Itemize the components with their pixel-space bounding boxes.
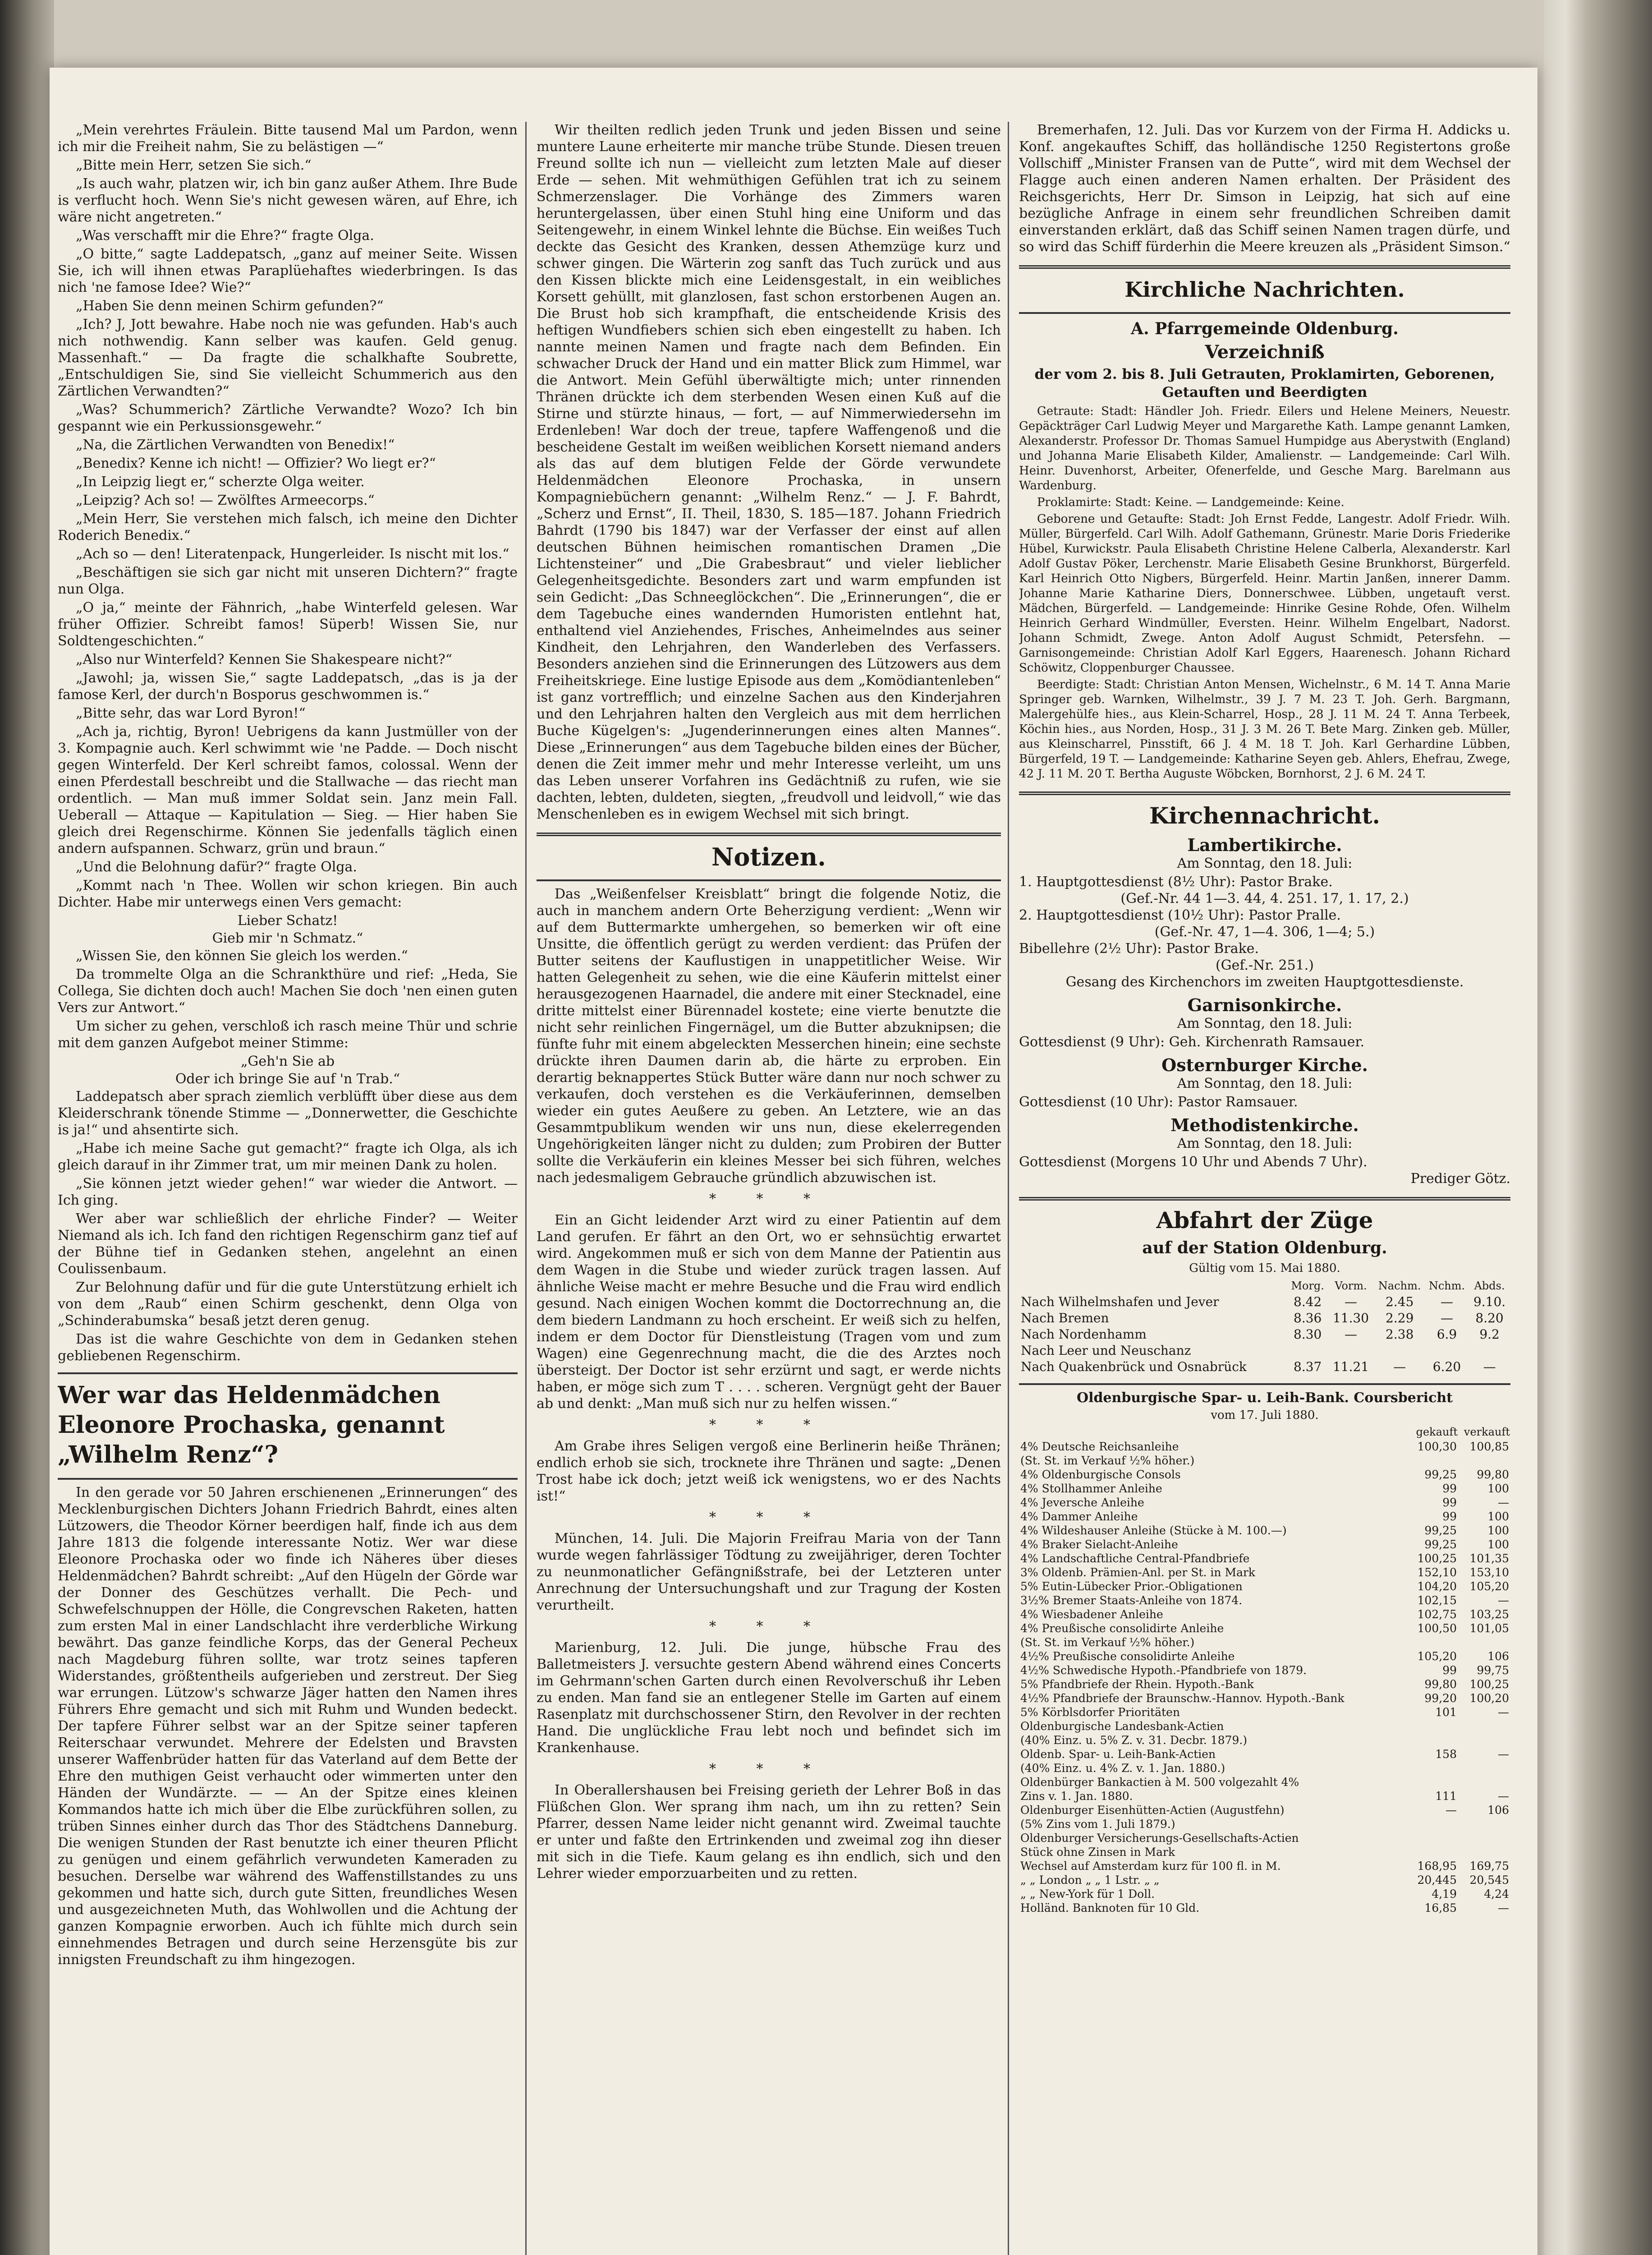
security-price [1458, 1635, 1510, 1649]
born-list: Geborene und Getaufte: Stadt: Joh Ernst Fedde, Langestr. Adolf Friedr. Wilh. Müller, Bürgerfeld. Carl Wilh. Adolf Gathemann, Grünestr. Marie Doris Friederike Hübel, Kurwickstr. Paula Elisabeth Christine Helene Calberla, Alexanderstr. Karl Adolf Gustav Pöker, Lerchenstr. Marie Elisabeth Gesine Brunkhorst, Bürgerfeld. Karl Heinrich Otto Nigbers, Bürgerfeld. Heinr. Martin Janßen, innerer Damm. Johanne Marie Katharine Diers, Donnerschwee. Lübben, ungetauft verst. Mädchen, Bürgerfeld. — Landgemeinde: Hinrike Gesine Rohde, Ofen. Wilhelm Heinrich Gerhard Windmüller, Eversten. Heinr. Wilhelm Engelbart, Nadorst. Johann Schmidt, Zwege. Anton Adolf August Schmidt, Petersfehn. — Garnisongemeinde: Christian Adolf Karl Eggers, Haarenesch. Johann Richard Schöwitz, Cloppenburger Chaussee. [1019, 512, 1510, 675]
train-destination: Nach Bremen [1021, 1311, 1109, 1325]
security-price: 99 [1442, 1664, 1457, 1677]
train-time: 11.21 [1332, 1359, 1369, 1374]
security-price: 99,25 [1424, 1538, 1457, 1551]
security-price: 106 [1487, 1650, 1509, 1663]
story-paragraph: Um sicher zu gehen, verschloß ich rasch meine Thür und schrie mit dem ganzen Aufgebot meiner Stimme: [58, 1018, 518, 1051]
note-paragraph: Marienburg, 12. Juli. Die junge, hübsche Frau des Balletmeisters J. versuchte gestern Abend während eines Concerts im Gehrmann'schen Garten durch einen Revolverschuß ihr Leben zu enden. Man fand sie an entlegener Stelle im Garten auf einem Rasenplatz mit durchschossener Stirn, den Revolver in der rechten Hand. Die unglückliche Frau lebt noch und befindet sich im Krankenhause. [537, 1640, 1001, 1756]
train-time: 9.10. [1473, 1294, 1506, 1309]
divider [58, 1372, 518, 1374]
train-column-header: Vorm. [1335, 1279, 1367, 1292]
article-paragraph: In den gerade vor 50 Jahren erschienenen „Erinnerungen“ des Mecklenburgischen Dichters Johann Friedrich Bahrdt, eines alten Lützowers, die Theodor Körner beerdigen half, finde ich aus dem Jahre 1813 die folgende interessante Notiz. Wer war diese Eleonore Prochaska oder wo finde ich Näheres über dieses Heldenmädchen? Bahrdt schreibt: „Auf den Hügeln der Görde war der Donner des Geschützes verhallt. Die Pech- und Schwefelschnuppen der Hölle, die Congrevschen Raketen, hatten zum ersten Mal in einer Landschlacht ihre verderbliche Wirkung bewährt. Das ganze feindliche Korps, das der General Pecheux nach Magdeburg führen sollte, war trotz seines tapferen Widerstandes, größtentheils aufgerieben und zerstreut. Der Sieg war errungen. Lützow's schwarze Jäger hatten den Namen ihres Führers Ehre gemacht und sich mit Ruhm und Wunden bedeckt. Der tapfere Führer selbst war an der Spitze seiner tapferen Reiterschaar verwundet. Mehrere der Edelsten und Bravsten unserer Waffenbrüder hatten für das Vaterland auf dem Bette der Ehre den muthigen Geist verhaucht oder wimmerten unter den Händen der Wundärzte. — — An der Spitze eines kleinen Kommandos hatte ich mich über die Elbe zurückführen sollen, zu trüben Sinnes einher durch das Thor des Städtchens Danneburg. Die wenigen Stunden der Rast benutzte ich einer theuren Pflicht zu genügen und einem gefährlich verwundeten Kameraden zu besuchen. Derselbe war während des Waffenstillstandes zu uns gekommen und hatte sich, durch gute Sitten, freundliches Wesen und ausgezeichneten Muth, das Wohlwollen und die Achtung der ganzen Kompagnie erworben. Auch ich fühlte mich durch sein einnehmendes Betragen und durch seine Herzensgüte bis zur innigsten Freundschaft zu ihm hingezogen. [58, 1485, 518, 1968]
security-price: 100,50 [1417, 1622, 1457, 1635]
security-name: Oldenburger Versicherungs-Gesellschafts-Actien [1020, 1832, 1299, 1845]
story-paragraph: „Ich? J, Jott bewahre. Habe noch nie was gefunden. Hab's auch nich nothwendig. Kann selber was kaufen. Geld genug. Massenhaft.“ — Da fragte die schalkhafte Soubrette, „Entschuldigen Sie, sind Sie vielleicht Schummerich aus den Zärtlichen Verwandten?“ [58, 317, 518, 399]
story-paragraph: „Was verschafft mir die Ehre?“ fragte Olga. [76, 228, 374, 244]
column-2 [537, 122, 1001, 2255]
security-price [1458, 1775, 1510, 1789]
train-destination: Nach Wilhelmshafen und Jever [1021, 1294, 1219, 1309]
verse-line: Oder ich bringe Sie auf 'n Trab.“ [175, 1071, 400, 1087]
train-time [1288, 1343, 1327, 1359]
exchange-row [1019, 1845, 1510, 1859]
train-time: — [1483, 1359, 1496, 1374]
story-paragraph: „Sie können jetzt wieder gehen!“ war wieder die Antwort. — Ich ging. [58, 1176, 518, 1208]
exchange-row [1019, 1747, 1510, 1761]
exchange-row [1019, 1831, 1510, 1845]
security-name: 4% Dammer Anleihe [1020, 1510, 1138, 1523]
exchange-row [1019, 1803, 1510, 1817]
security-price [1406, 1719, 1458, 1733]
divider [1019, 1197, 1510, 1201]
exchange-column-header: gekauft [1416, 1426, 1458, 1438]
exchange-row [1019, 1901, 1510, 1915]
star-separator: * * * [709, 1619, 829, 1634]
train-time: 2.45 [1386, 1294, 1414, 1309]
exchange-row [1019, 1454, 1510, 1468]
exchange-row [1019, 1482, 1510, 1496]
security-price [1458, 1817, 1510, 1831]
security-price [1458, 1761, 1510, 1775]
security-price: 99,75 [1477, 1664, 1509, 1677]
security-name: 4% Stollhammer Anleihe [1020, 1482, 1162, 1495]
exchange-row [1019, 1733, 1510, 1747]
exchange-row [1019, 1691, 1510, 1705]
trains-title: Abfahrt der Züge [1156, 1207, 1373, 1233]
train-time: — [1345, 1327, 1358, 1342]
security-price: 100,85 [1469, 1440, 1509, 1453]
note-paragraph: Das „Weißenfelser Kreisblatt“ bringt die folgende Notiz, die auch in manchem andern Orte Beherzigung verdient: „Wenn wir auf dem Buttermarkte umhergehen, so bemerken wir oft eine Unsitte, die öffentlich gerügt zu werden verdient: das Prüfen der Butter seitens der Kauflustigen in unappetitlicher Weise. Wir hatten Gelegenheit zu sehen, wie die eine Käuferin mittelst einer herausgezogenen Haarnadel, die andere mit einer Stecknadel, eine dritte mittelst einer Bürennadel kostete; eine vierte benutzte die nicht sehr reinlichen Fingernägel, um die Butter abzuknipsen; die fünfte fuhr mit einem abgeleckten Messerchen hinein; eine sechste drückte ihren Daumen darin ab, die härte zu erproben. Ein derartig beknappertes Stück Butter wäre dann nur noch schwer zu verkaufen, doch verstehen es die Verkäuferinnen, demselben wieder ein gutes Aeußere zu geben. An Letztere, wie an das Gesammtpublikum wenden wir uns nun, diese ekelerregenden Ungehörigkeiten länger nicht zu dulden; zum Probiren der Butter sollte die Verkäuferin ein kleines Messer bei sich führen, welches nach jedesmaligem Gebrauche gründlich abzuwischen ist. [537, 886, 1001, 1186]
security-price: 99 [1442, 1496, 1457, 1509]
train-time: — [1440, 1311, 1453, 1325]
train-destination: Nach Nordenhamm [1021, 1327, 1147, 1342]
methodist-date: Am Sonntag, den 18. Juli: [1177, 1136, 1353, 1151]
train-row [1019, 1326, 1510, 1343]
train-column-header: Nachm. [1378, 1279, 1421, 1292]
exchange-row [1019, 1593, 1510, 1607]
osternburg-date: Am Sonntag, den 18. Juli: [1177, 1076, 1353, 1091]
trains-valid: Gültig vom 15. Mai 1880. [1189, 1261, 1340, 1275]
story-paragraph: Zur Belohnung dafür und für die gute Unterstützung erhielt ich von dem „Raub“ einen Schirm geschenkt, denn Olga von „Schinderabumska“ besaß jetzt deren genug. [58, 1279, 518, 1329]
methodist-preacher: Prediger Götz. [1410, 1171, 1510, 1187]
exchange-row [1019, 1621, 1510, 1635]
security-price: — [1498, 1706, 1509, 1719]
story-paragraph: „Ach so — den! Literatenpack, Hungerleider. Is nischt mit los.“ [76, 546, 509, 562]
exchange-row [1019, 1817, 1510, 1831]
article-paragraph: Wir theilten redlich jeden Trunk und jeden Bissen und seine muntere Laune erheiterte mir manche trübe Stunde. Diesen treuen Freund sollte ich nun — vielleicht zum letzten Male auf dieser Erde — sehen. Mit wehmüthigen Gefühlen trat ich zu seinem Schmerzenslager. Die Vorhänge des Zimmers waren heruntergelassen, über einen Stuhl hing eine Uniform und das Seitengewehr, in einem Winkel lehnte die Büchse. Ein weißes Tuch deckte das Gesicht des Kranken, dessen Athemzüge kurz und schwer gingen. Die Wärterin zog sanft das Tuch zurück und aus den Kissen blickte mich eine Leidensgestalt, in ein weibliches Korsett gehüllt, mit glanzlosen, fast schon erstorbenen Augen an. Die Brust hob sich krampfhaft, die entscheidende Krisis des heftigen Wundfiebers schien sich eben eingestellt zu haben. Ich nannte meinen Namen und fragte nach dem Befinden. Ein schwacher Druck der Hand und ein matter Blick zum Himmel, war die Antwort. Mein Gefühl überwältigte mich; unter rinnenden Thränen drückte ich dem sterbenden Wesen einen Kuß auf die Stirne und stürzte hinaus, — fort, — auf Nimmerwiedersehn im Erdenleben! War doch der treue, tapfere Waffengenoß und die bescheidene Gestalt im weißen weiblichen Korsett niemand anders als das auf dem blutigen Felde der Görde verwundete Heldenmädchen Eleonore Prochaska, in unsern Kompagniebüchern genannt: „Wilhelm Renz.“ — J. F. Bahrdt, „Scherz und Ernst“, II. Theil, 1830, S. 185—187. Johann Friedrich Bahrdt (1790 bis 1847) war der Verfasser der einst auf allen deutschen Bühnen heimischen romantischen Dramen „Die Lichtensteiner“ und „Die Grabesbraut“ und vieler lieblicher Gelegenheitsgedichte. Besonders zart und warm empfunden ist sein Gedicht: „Das Schneeglöckchen“. Die „Erinnerungen“, die er dem Tagebuche eines wandernden Humoristen entlehnt hat, enthaltend viel Anziehendes, Frisches, Anheimelndes aus seiner Kindheit, den Lehrjahren, den Wanderleben des Verfassers. Besonders anziehen sind die Erinnerungen des Lützowers aus dem Freiheitskriege. Eine lustige Episode aus dem „Komödiantenleben“ ist ganz vortrefflich; und einzelne Sachen aus den Kinderjahren und den Lehrjahren halten den Vergleich aus mit dem herrlichen Buche Kügelgen's: „Jugenderinnerungen eines alten Mannes“. Diese „Erinnerungen“ aus dem Tagebuche bilden eines der Bücher, denen die Zeit immer mehr und mehr Interesse verleiht, um uns das Leben unserer Vorfahren ins Gedächtniß zu rufen, wie sie dachten, lebten, duldeten, siegten, „freudvoll und leidvoll,“ wie das Menschenleben es in ewigem Wechsel mit sich bringt. [537, 122, 1001, 822]
story-paragraph: „Bitte sehr, das war Lord Byron!“ [76, 705, 306, 721]
security-price: 111 [1435, 1790, 1457, 1803]
security-name: Holländ. Banknoten für 10 Gld. [1020, 1901, 1200, 1914]
garnison-service: Gottesdienst (9 Uhr): Geh. Kirchenrath Ramsauer. [1019, 1034, 1365, 1050]
train-destination: Nach Quakenbrück und Osnabrück [1021, 1359, 1247, 1374]
security-price [1406, 1831, 1458, 1845]
security-price [1406, 1635, 1458, 1649]
methodist-service: Gottesdienst (Morgens 10 Uhr und Abends 7 Uhr). [1019, 1154, 1367, 1170]
security-name: 4% Oldenburgische Consols [1020, 1468, 1181, 1481]
security-price [1458, 1454, 1510, 1468]
security-name: (St. St. im Verkauf ½% höher.) [1020, 1636, 1195, 1649]
security-name: „ „ London „ „ 1 Lstr. „ „ [1020, 1873, 1160, 1887]
security-price: 4,19 [1432, 1887, 1457, 1901]
exchange-row [1019, 1509, 1510, 1523]
buried-list: Beerdigte: Stadt: Christian Anton Mensen, Wichelnstr., 6 M. 14 T. Anna Marie Springer geb. Warnken, Wilhelmstr., 39 J. 7 M. 23 T. Joh. Gerh. Bargmann, Malergehülfe hies., aus Klein-Scharrel, Hosp., 28 J. 11 M. 24 T. Anna Terbeek, Köchin hies., aus Norden, Hosp., 31 J. 3 M. 26 T. Bete Marg. Zinken geb. Müller, aus Kleinscharrel, Pinsstift, 66 J. 4 M. 18 T. Joh. Karl Gerhardine Lübben, Bürgerfeld, 19 T. — Landgemeinde: Katharine Seyen geb. Ahlers, Ehefrau, Zwege, 42 J. 11 M. 20 T. Bertha Auguste Wöbcken, Bornhorst, 2 J. 6 M. 24 T. [1019, 678, 1510, 781]
story-paragraph: „Is auch wahr, platzen wir, ich bin ganz außer Athem. Ihre Bude is verflucht hoch. Wenn Sie's nicht gewesen wären, auf Ehre, ich wäre nicht angetreten.“ [58, 176, 518, 225]
train-row [1019, 1310, 1510, 1326]
exchange-row [1019, 1468, 1510, 1482]
security-price: — [1498, 1594, 1509, 1607]
divider [537, 879, 1001, 881]
security-name: (40% Einz. u. 4% Z. v. 1. Jan. 1880.) [1020, 1762, 1225, 1775]
exchange-row [1019, 1635, 1510, 1649]
story-paragraph: „Jawohl; ja, wissen Sie,“ sagte Laddepatsch, „das is ja der famose Kerl, der durch'n Bosporus geschwommen is.“ [58, 670, 518, 703]
exchange-date: vom 17. Juli 1880. [1211, 1408, 1319, 1422]
train-time: 6.20 [1432, 1359, 1461, 1374]
train-time: — [1440, 1294, 1453, 1309]
train-row [1019, 1359, 1510, 1375]
security-name: „ „ New-York für 1 Doll. [1020, 1887, 1155, 1901]
story-paragraph: „Und die Belohnung dafür?“ fragte Olga. [76, 859, 357, 875]
married-list: Getraute: Stadt: Händler Joh. Friedr. Eilers und Helene Meiners, Neuestr. Gepäckträger Carl Ludwig Meyer und Margarethe Kath. Lampe genannt Lamken, Alexanderstr. Professor Dr. Thomas Samuel Humpidge aus Aberystwith (England) und Johanna Marie Elisabeth Kilder, Amalienstr. — Landgemeinde: Carl Wilh. Heinr. Duvenhorst, Arbeiter, Ofenerfelde, und Gesche Marg. Barelmann aus Wardenburg. [1019, 405, 1510, 492]
train-time: 8.42 [1294, 1294, 1322, 1309]
security-name: 3½% Bremer Staats-Anleihe von 1874. [1020, 1594, 1243, 1607]
story-paragraph: „Was? Schummerich? Zärtliche Verwandte? Wozo? Ich bin gespannt wie ein Perkussionsgewehr.“ [58, 402, 518, 434]
bremerhaven-note: Bremerhafen, 12. Juli. Das vor Kurzem von der Firma H. Addicks u. Konf. angekauftes Schiff, das holländische 1250 Registertons große Vollschiff „Minister Fransen van de Putte“, wird mit dem Wechsel der Flagge auch einen anderen Namen erhalten. Der Präsident des Reichsgerichts, Herr Dr. Simson in Leipzig, hat sich auf eine bezügliche Anfrage in einem sehr freundlichen Schreiben damit einverstanden erklärt, daß das Schiff seinen Namen tragen dürfe, und so wird das Schiff fürderhin die Meere kreuzen als „Präsident Simson.“ [1019, 122, 1510, 255]
star-separator: * * * [709, 1761, 829, 1777]
security-price [1458, 1845, 1510, 1859]
exchange-row [1019, 1719, 1510, 1733]
exchange-row [1019, 1775, 1510, 1789]
security-price: 105,20 [1469, 1580, 1509, 1593]
security-name: 4½% Pfandbriefe der Braunschw.-Hannov. Hypoth.-Bank [1020, 1692, 1345, 1705]
scanner-left-edge [0, 0, 54, 2255]
divider [1019, 312, 1510, 314]
note-paragraph: München, 14. Juli. Die Majorin Freifrau Maria von der Tann wurde wegen fahrlässiger Tödtung zu zweijähriger, deren Tochter zu neunmonatlicher Gefängnißstrafe, bei der Letzteren unter Anrechnung der Untersuchungshaft und zur Tragung der Kosten verurtheilt. [537, 1531, 1001, 1613]
verse-line: Gieb mir 'n Schmatz.“ [212, 930, 363, 946]
security-name: (St. St. im Verkauf ½% höher.) [1020, 1454, 1195, 1467]
story-paragraph: Wer aber war schließlich der ehrliche Finder? — Weiter Niemand als ich. Ich fand den richtigen Regenschirm ganz tief auf der Bühne tief in Gedanken stehen, angelehnt an einen Coulissenbaum. [58, 1211, 518, 1277]
security-price: 106 [1487, 1804, 1509, 1817]
story-paragraph: „In Leipzig liegt er,“ scherzte Olga weiter. [76, 474, 365, 490]
train-time: — [1345, 1294, 1358, 1309]
church-service-title: Kirchennachricht. [1149, 802, 1380, 829]
osternburg-title: Osternburger Kirche. [1161, 1055, 1368, 1075]
article-title: Wer war das Heldenmädchen Eleonore Prochaska, genannt „Wilhelm Renz“? [58, 1381, 445, 1468]
security-name: 4% Preußische consolidirte Anleihe [1020, 1622, 1224, 1635]
security-name: 4% Braker Sielacht-Anleihe [1020, 1538, 1178, 1551]
garnison-title: Garnisonkirche. [1187, 995, 1342, 1015]
security-price: 20,445 [1417, 1873, 1457, 1887]
exchange-row [1019, 1663, 1510, 1677]
security-name: 4½% Preußische consolidirte Anleihe [1020, 1650, 1235, 1663]
security-price: 99,25 [1424, 1524, 1457, 1537]
security-price: 102,75 [1417, 1608, 1457, 1621]
train-time: 8.37 [1294, 1359, 1322, 1374]
train-time: 6.9 [1436, 1327, 1457, 1342]
security-price: 101 [1435, 1706, 1457, 1719]
note-paragraph: Ein an Gicht leidender Arzt wird zu einer Patientin auf dem Land gerufen. Er fährt an den Ort, wo er sehnsüchtig erwartet wird. Angekommen muß er sich von dem Manne der Patientin aus dem Wagen in die Stube und wieder zurück tragen lassen. Auf ähnliche Weise macht er mehre Besuche und die Frau wird endlich gesund. Nach einigen Wochen kommt die Doctorrechnung an, die dem biedern Landmann zu hoch erscheint. Er weiß sich zu helfen, indem er dem Doctor für Dienstleistung (Tragen vom und zum Wagen) eine Gegenrechnung macht, die die des Arztes noch übersteigt. Der Doctor ist sehr erzürnt und sagt, er werde nichts haben, er möge sich zum T . . . . scheren. Vergnügt geht der Bauer ab und denkt: „Man muß sich nur zu helfen wissen.“ [537, 1212, 1001, 1412]
security-price: — [1446, 1804, 1457, 1817]
security-name: Oldenburgische Landesbank-Actien [1020, 1720, 1224, 1733]
newspaper-page [50, 68, 1537, 2255]
security-name: Oldenbürger Bankactien à M. 500 volgezahlt 4% [1020, 1776, 1299, 1789]
register-title: Verzeichniß [1205, 341, 1325, 363]
divider [1019, 792, 1510, 795]
security-name: 5% Eutin-Lübecker Prior.-Obligationen [1020, 1580, 1243, 1593]
security-price: — [1498, 1496, 1509, 1509]
exchange-row [1019, 1440, 1510, 1454]
security-name: Oldenb. Spar- u. Leih-Bank-Actien [1020, 1748, 1216, 1761]
security-price [1406, 1733, 1458, 1747]
exchange-row [1019, 1705, 1510, 1719]
security-name: 4½% Schwedische Hypoth.-Pfandbriefe von 1879. [1020, 1664, 1307, 1677]
notes-title: Notizen. [711, 842, 826, 871]
methodist-title: Methodistenkirche. [1170, 1115, 1359, 1135]
security-price [1406, 1775, 1458, 1789]
osternburg-service: Gottesdienst (10 Uhr): Pastor Ramsauer. [1019, 1094, 1298, 1110]
train-time [1425, 1343, 1468, 1359]
divider [1019, 265, 1510, 269]
service-line: Bibellehre (2½ Uhr): Pastor Brake. [1019, 941, 1259, 957]
security-price: 100,20 [1469, 1692, 1509, 1705]
security-name: 4% Wiesbadener Anleihe [1020, 1608, 1163, 1621]
security-name: 4% Jeversche Anleihe [1020, 1496, 1144, 1509]
service-line: 1. Hauptgottesdienst (8½ Uhr): Pastor Brake. [1019, 874, 1333, 890]
train-time [1327, 1343, 1374, 1359]
train-time: — [1393, 1359, 1406, 1374]
story-paragraph: „O bitte,“ sagte Laddepatsch, „ganz auf meiner Seite. Wissen Sie, ich will ihnen etwas Paraplüehaftes wiederbringen. Is das nich 'ne famose Idee? Wie?“ [58, 246, 518, 295]
exchange-row [1019, 1887, 1510, 1901]
exchange-row [1019, 1551, 1510, 1565]
story-paragraph: „Bitte mein Herr, setzen Sie sich.“ [76, 157, 312, 173]
security-price [1406, 1761, 1458, 1775]
security-name: 4% Landschaftliche Central-Pfandbriefe [1020, 1552, 1250, 1565]
security-price: 101,35 [1469, 1552, 1509, 1565]
security-price: 100,25 [1417, 1552, 1457, 1565]
security-price [1458, 1733, 1510, 1747]
garnison-date: Am Sonntag, den 18. Juli: [1177, 1016, 1353, 1031]
security-price [1458, 1719, 1510, 1733]
note-paragraph: Am Grabe ihres Seligen vergoß eine Berlinerin heiße Thränen; endlich erhob sie sich, trocknete ihre Thränen und sagte: „Denen Trost habe ick doch; jetzt weiß ick wenigstens, wo er des Nachts ist!“ [537, 1438, 1001, 1504]
security-price: 152,10 [1417, 1566, 1457, 1579]
security-name: (40% Einz. u. 5% Z. v. 31. Decbr. 1879.) [1020, 1734, 1248, 1747]
church-news-title: Kirchliche Nachrichten. [1124, 277, 1405, 302]
security-price: 99,80 [1424, 1678, 1457, 1691]
column-1 [58, 122, 518, 2255]
train-column-header [1019, 1278, 1288, 1294]
exchange-row [1019, 1523, 1510, 1537]
security-price [1406, 1817, 1458, 1831]
story-paragraph: „Na, die Zärtlichen Verwandten von Benedix!“ [76, 437, 395, 453]
exchange-column-header: verkauft [1464, 1426, 1510, 1438]
security-price: 158 [1435, 1748, 1457, 1761]
train-time: 2.29 [1386, 1311, 1414, 1325]
train-column-header: Abds. [1474, 1279, 1505, 1292]
security-name: Zins v. 1. Jan. 1880. [1020, 1790, 1133, 1803]
story-paragraph: „Mein Herr, Sie verstehen mich falsch, ich meine den Dichter Roderich Benedix.“ [58, 511, 518, 543]
exchange-row [1019, 1789, 1510, 1803]
exchange-column-header [1019, 1425, 1406, 1440]
security-price: 100 [1487, 1524, 1509, 1537]
service-line: (Gef.-Nr. 47, 1—4. 306, 1—4; 5.) [1154, 924, 1375, 940]
security-name: Stück ohne Zinsen in Mark [1020, 1845, 1175, 1859]
security-price: 4,24 [1484, 1887, 1509, 1901]
exchange-row [1019, 1496, 1510, 1509]
story-paragraph: Da trommelte Olga an die Schrankthüre und rief: „Heda, Sie Collega, Sie dichten doch auch! Machen Sie doch 'nen einen guten Vers zur Antwort.“ [58, 966, 518, 1016]
story-paragraph: „Benedix? Kenne ich nicht! — Offizier? Wo liegt er?“ [76, 456, 436, 471]
exchange-row [1019, 1607, 1510, 1621]
verse-line: Lieber Schatz! [237, 913, 338, 929]
story-paragraph: „Also nur Winterfeld? Kennen Sie Shakespeare nicht?“ [76, 652, 453, 667]
security-price: 169,75 [1469, 1859, 1509, 1873]
story-paragraph: „Habe ich meine Sache gut gemacht?“ fragte ich Olga, als ich gleich darauf in ihr Zimmer trat, um mir meinen Dank zu holen. [58, 1141, 518, 1173]
train-time: 8.30 [1294, 1327, 1322, 1342]
security-price: 100,25 [1469, 1678, 1509, 1691]
train-time [1468, 1343, 1510, 1359]
exchange-row [1019, 1537, 1510, 1551]
train-column-header: Nchm. [1428, 1279, 1465, 1292]
register-subtitle: der vom 2. bis 8. Juli Getrauten, Proklamirten, Geborenen, Getauften und Beerdigten [1034, 366, 1495, 400]
security-price: 99,80 [1477, 1468, 1509, 1481]
train-time: 11.30 [1332, 1311, 1369, 1325]
security-price: 100 [1487, 1538, 1509, 1551]
exchange-title: Oldenburgische Spar- u. Leih-Bank. Coursbericht [1076, 1390, 1453, 1406]
trains-subtitle: auf der Station Oldenburg. [1142, 1238, 1387, 1257]
story-paragraph: „Ach ja, richtig, Byron! Uebrigens da kann Justmüller von der 3. Kompagnie auch. Kerl schwimmt wie 'ne Padde. — Doch nischt gegen Winterfeld. Der Kerl schreibt famos, colossal. Wenn der einen Pferdestall beschreibt und die Stallwache — das riecht man ordentlich. — Man muß immer Soldat sein. Janz mein Fall. Ueberall — Attaque — Kapitulation — Sieg. — Hier haben Sie gleich drei Regenschirme. Können Sie jedenfalls täglich einen andern aufspannen. Schwarz, grün und braun.“ [58, 724, 518, 856]
star-separator: * * * [709, 1417, 829, 1433]
security-price: 168,95 [1417, 1859, 1457, 1873]
proclaimed-list: Proklamirte: Stadt: Keine. — Landgemeinde: Keine. [1037, 496, 1345, 509]
security-price [1406, 1845, 1458, 1859]
security-price: 100 [1487, 1510, 1509, 1523]
lamberti-title: Lambertikirche. [1187, 835, 1342, 855]
security-price: 104,20 [1417, 1580, 1457, 1593]
story-paragraph: Laddepatsch aber sprach ziemlich verblüfft über diese aus dem Kleiderschrank tönende Stimme — „Donnerwetter, die Geschichte is ja!“ und ahsentirte sich. [58, 1089, 518, 1138]
parish-title: A. Pfarrgemeinde Oldenburg. [1131, 319, 1399, 338]
column-3 [1019, 122, 1510, 2255]
divider [537, 833, 1001, 836]
security-price: 153,10 [1469, 1566, 1509, 1579]
security-price: 102,15 [1417, 1594, 1457, 1607]
train-column-header: Morg. [1291, 1279, 1324, 1292]
security-price: 20,545 [1469, 1873, 1509, 1887]
story-paragraph: „Wissen Sie, den können Sie gleich los werden.“ [76, 948, 408, 964]
service-line: 2. Hauptgottesdienst (10½ Uhr): Pastor Pralle. [1019, 907, 1341, 923]
security-price: 101,05 [1469, 1622, 1509, 1635]
security-price: 103,25 [1469, 1608, 1509, 1621]
security-price: — [1498, 1748, 1509, 1761]
security-price [1406, 1454, 1458, 1468]
security-price: 100,30 [1417, 1440, 1457, 1453]
train-row [1019, 1343, 1510, 1359]
story-paragraph: „Beschäftigen sie sich gar nicht mit unseren Dichtern?“ fragte nun Olga. [58, 565, 518, 597]
story-paragraph: „O ja,“ meinte der Fähnrich, „habe Winterfeld gelesen. War früher Offizier. Schreibt famos! Süperb! Wissen Sie, nur Soldtengeschichten.“ [58, 600, 518, 649]
column-rule [1008, 122, 1009, 2255]
exchange-table [1019, 1425, 1510, 1915]
service-line: (Gef.-Nr. 251.) [1216, 957, 1314, 973]
security-name: Wechsel auf Amsterdam kurz für 100 fl. in M. [1020, 1859, 1281, 1873]
column-rule [525, 122, 527, 2255]
security-price: 99 [1442, 1510, 1457, 1523]
story-paragraph: Das ist die wahre Geschichte von dem in Gedanken stehen gebliebenen Regenschirm. [58, 1331, 518, 1364]
service-line: Gesang des Kirchenchors im zweiten Hauptgottesdienste. [1065, 974, 1464, 990]
security-price: — [1498, 1790, 1509, 1803]
train-time: 9.2 [1479, 1327, 1500, 1342]
note-paragraph: In Oberallershausen bei Freising gerieth der Lehrer Boß in das Flüßchen Glon. Wer sprang ihm nach, um ihn zu retten? Sein Pfarrer, dessen Name leider nicht genannt wird. Zweimal tauchte er unter und faßte den Ertrinkenden und zweimal zog ihn dieser mit sich in die Tiefe. Kaum gelang es ihn endlich, sich und den Lehrer wieder emporzuarbeiten und zu retten. [537, 1782, 1001, 1882]
security-price: 99,25 [1424, 1468, 1457, 1481]
verse-line: „Geh'n Sie ab [240, 1054, 335, 1069]
star-separator: * * * [709, 1191, 829, 1207]
train-row [1019, 1294, 1510, 1310]
book-edge-right [1544, 0, 1652, 2255]
story-paragraph: „Haben Sie denn meinen Schirm gefunden?“ [76, 298, 384, 314]
exchange-row [1019, 1873, 1510, 1887]
security-price: 99 [1442, 1482, 1457, 1495]
train-destination: Nach Leer und Neuschanz [1021, 1343, 1191, 1358]
security-price: 16,85 [1424, 1901, 1457, 1914]
train-timetable [1019, 1278, 1510, 1375]
train-time: 2.38 [1386, 1327, 1414, 1342]
security-price: 99,20 [1424, 1692, 1457, 1705]
security-name: 5% Pfandbriefe der Rhein. Hypoth.-Bank [1020, 1678, 1254, 1691]
exchange-row [1019, 1761, 1510, 1775]
train-time: 8.36 [1294, 1311, 1322, 1325]
exchange-row [1019, 1579, 1510, 1593]
divider [58, 1478, 518, 1480]
story-paragraph: „Leipzig? Ach so! — Zwölftes Armeecorps.“ [76, 492, 375, 508]
train-time: 8.20 [1475, 1311, 1504, 1325]
exchange-row [1019, 1649, 1510, 1663]
security-price: — [1498, 1901, 1509, 1914]
security-name: 5% Körblsdorfer Prioritäten [1020, 1706, 1180, 1719]
star-separator: * * * [709, 1509, 829, 1525]
divider [1019, 1383, 1510, 1385]
story-paragraph: „Mein verehrtes Fräulein. Bitte tausend Mal um Pardon, wenn ich mir die Freiheit nahm, Sie zu belästigen —“ [58, 122, 518, 155]
security-name: (5% Zins vom 1. Juli 1879.) [1020, 1818, 1175, 1831]
story-paragraph: „Kommt nach 'n Thee. Wollen wir schon kriegen. Bin auch Dichter. Habe mir unterwegs einen Vers gemacht: [58, 878, 518, 910]
exchange-row [1019, 1677, 1510, 1691]
security-name: 4% Deutsche Reichsanleihe [1020, 1440, 1179, 1453]
security-name: 4% Wildeshauser Anleihe (Stücke à M. 100.—) [1020, 1524, 1287, 1537]
security-name: 3% Oldenb. Prämien-Anl. per St. in Mark [1020, 1566, 1256, 1579]
exchange-row [1019, 1859, 1510, 1873]
security-price [1458, 1831, 1510, 1845]
security-price: 105,20 [1417, 1650, 1457, 1663]
security-name: Oldenburger Eisenhütten-Actien (Augustfehn) [1020, 1804, 1285, 1817]
exchange-row [1019, 1565, 1510, 1579]
service-line: (Gef.-Nr. 44 1—3. 44, 4. 251. 17, 1. 17, 2.) [1120, 891, 1409, 907]
train-time [1374, 1343, 1425, 1359]
security-price: 100 [1487, 1482, 1509, 1495]
lamberti-date: Am Sonntag, den 18. Juli: [1177, 856, 1353, 871]
